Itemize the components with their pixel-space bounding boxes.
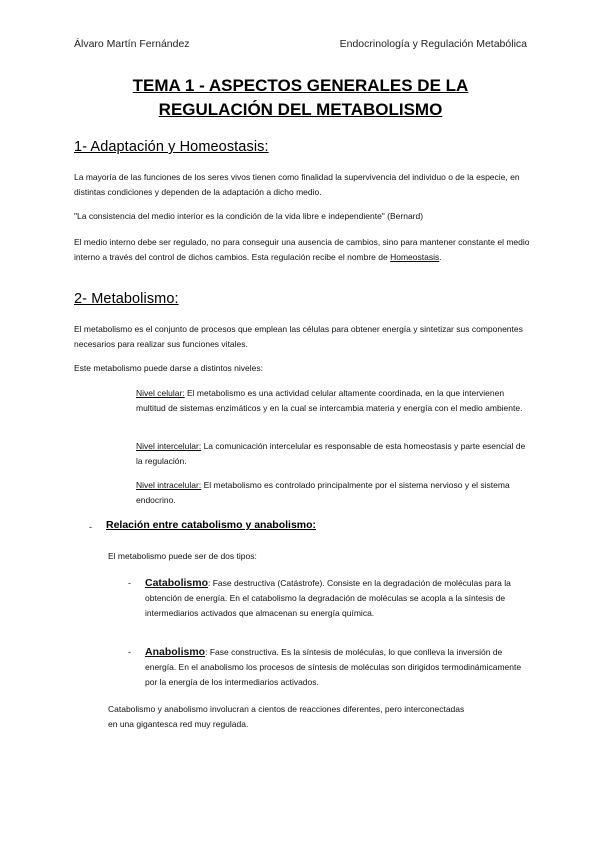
level-intercelular [136,439,528,469]
paragraph-end: . [439,252,442,262]
catabolismo-item [145,576,525,621]
subsection-bullet: - [89,522,92,532]
section-1-paragraph-1: La mayoría de las funciones de los seres vivos tienen como finalidad la supervivencia del individuo o de la especie, en distintas condiciones y dependen de la adaptación a dicho medio. [74,172,520,197]
catabolismo-text: : Fase destructiva (Catástrofe). Consiste en la degradación de moléculas para la obtención de energía. En el catabolismo la degradación de moléculas se acopla a la síntesis de intermediarios activados que almacenan su energía química. [145,578,511,618]
level-term: Nivel celular: [136,388,185,398]
level-text: El metabolismo es controlado principalmente por el sistema nervioso y el sistema endocrino. [136,480,510,505]
title-line-1: TEMA 1 - ASPECTOS GENERALES DE LA [132,76,469,95]
subsection-heading: Relación entre catabolismo y anabolismo: [106,519,317,531]
section-2-paragraph-2: Este metabolismo puede darse a distintos niveles: [74,363,263,373]
anabolismo-bullet: - [128,647,131,657]
section-2-heading: 2- Metabolismo: [74,291,179,307]
header-subject: Endocrinología y Regulación Metabólica [339,38,527,50]
title-line-2: REGULACIÓN DEL METABOLISMO [158,100,443,119]
section-1-paragraph-3 [74,235,530,265]
section-1-heading: 1- Adaptación y Homeostasis: [74,139,269,155]
subsection-closing: Catabolismo y anabolismo involucran a cientos de reacciones diferentes, pero interconectadas en una gigantesca red muy regulada. [108,704,465,729]
section-2-paragraph-1: El metabolismo es el conjunto de procesos que emplean las células para obtener energía y sintetizar sus componentes necesarios para realizar sus funciones vitales. [74,324,523,349]
subsection-intro: El metabolismo puede ser de dos tipos: [108,551,257,561]
anabolismo-term: Anabolismo [145,646,206,658]
level-celular [136,386,528,416]
header-author: Álvaro Martín Fernández [74,38,190,50]
anabolismo-item [145,645,525,690]
section-1-quote: "La consistencia del medio interior es la condición de la vida libre e independiente" (Bernard) [74,211,424,221]
paragraph-text: El medio interno debe ser regulado, no para conseguir una ausencia de cambios, sino para mantener constante el medio interno a través del control de dichos cambios. Esta regulación recibe el nombre de [74,237,530,262]
level-term: Nivel intracelular: [136,480,202,490]
anabolismo-text: : Fase constructiva. Es la síntesis de moléculas, lo que conlleva la inversión de energía. En el anabolismo los procesos de síntesis de moléculas son dirigidos termodinámicamente por la energía de los intermediarios activados. [145,647,522,687]
catabolismo-term: Catabolismo [145,577,209,589]
level-text: El metabolismo es una actividad celular altamente coordinada, en la que intervienen multitud de sistemas enzimáticos y en la cual se intercambia materia y energía con el medio ambiente. [136,388,523,413]
catabolismo-bullet: - [128,578,131,588]
level-term: Nivel intercelular: [136,441,202,451]
page-title [74,74,527,122]
level-intracelular [136,478,528,508]
level-text: La comunicación intercelular es responsable de esta homeostasis y parte esencial de la regulación. [136,441,526,466]
homeostasis-term: Homeostasis [390,252,440,262]
